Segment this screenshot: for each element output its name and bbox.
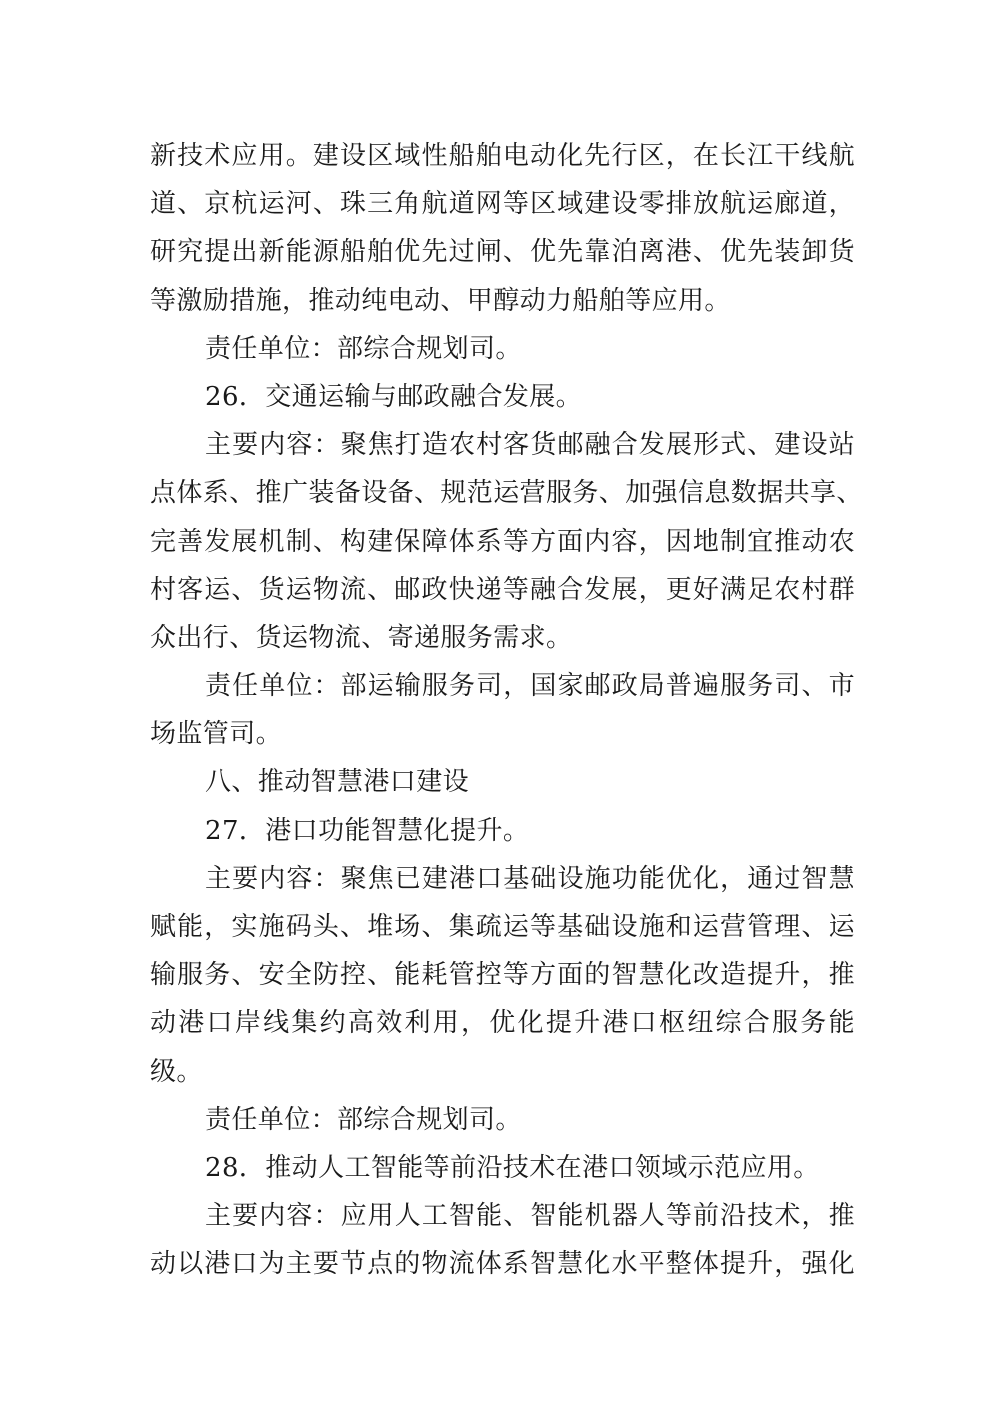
text-line: 主要内容：聚焦打造农村客货邮融合发展形式、建设站 — [205, 430, 855, 461]
text-line: 等激励措施，推动纯电动、甲醇动力船舶等应用。 — [150, 285, 731, 316]
text-line: 动以港口为主要节点的物流体系智慧化水平整体提升，强化 — [150, 1249, 855, 1280]
text-line: 研究提出新能源船舶优先过闸、优先靠泊离港、优先装卸货 — [150, 237, 855, 268]
text-line: 八、推动智慧港口建设 — [205, 767, 470, 798]
text-line: 赋能，实施码头、堆场、集疏运等基础设施和运营管理、运 — [150, 912, 855, 942]
text-line: 主要内容：聚焦已建港口基础设施功能优化，通过智慧 — [205, 863, 855, 894]
text-line: 新技术应用。建设区域性船舶电动化先行区，在长江干线航 — [150, 141, 855, 171]
text-line: 道、京杭运河、珠三角航道网等区域建设零排放航运廊道， — [150, 189, 855, 220]
text-line: 27．港口功能智慧化提升。 — [205, 815, 530, 846]
text-line: 输服务、安全防控、能耗管控等方面的智慧化改造提升，推 — [150, 960, 855, 991]
text-line: 主要内容：应用人工智能、智能机器人等前沿技术，推 — [205, 1201, 855, 1232]
text-line: 众出行、货运物流、寄递服务需求。 — [150, 622, 573, 653]
text-line: 点体系、推广装备设备、规范运营服务、加强信息数据共享、 — [150, 478, 863, 509]
text-line: 完善发展机制、构建保障体系等方面内容，因地制宜推动农 — [150, 526, 855, 557]
text-line: 村客运、货运物流、邮政快递等融合发展，更好满足农村群 — [150, 574, 855, 605]
text-line: 级。 — [150, 1056, 203, 1087]
text-line: 动港口岸线集约高效利用，优化提升港口枢纽综合服务能 — [150, 1008, 855, 1039]
text-line: 责任单位：部综合规划司。 — [205, 1104, 522, 1135]
text-line: 26．交通运输与邮政融合发展。 — [205, 381, 583, 412]
text-line: 责任单位：部综合规划司。 — [205, 333, 522, 364]
text-line: 责任单位：部运输服务司，国家邮政局普遍服务司、市 — [205, 671, 855, 702]
document-body — [150, 132, 863, 1289]
text-line: 场监管司。 — [150, 719, 283, 750]
text-line: 28．推动人工智能等前沿技术在港口领域示范应用。 — [205, 1152, 820, 1183]
